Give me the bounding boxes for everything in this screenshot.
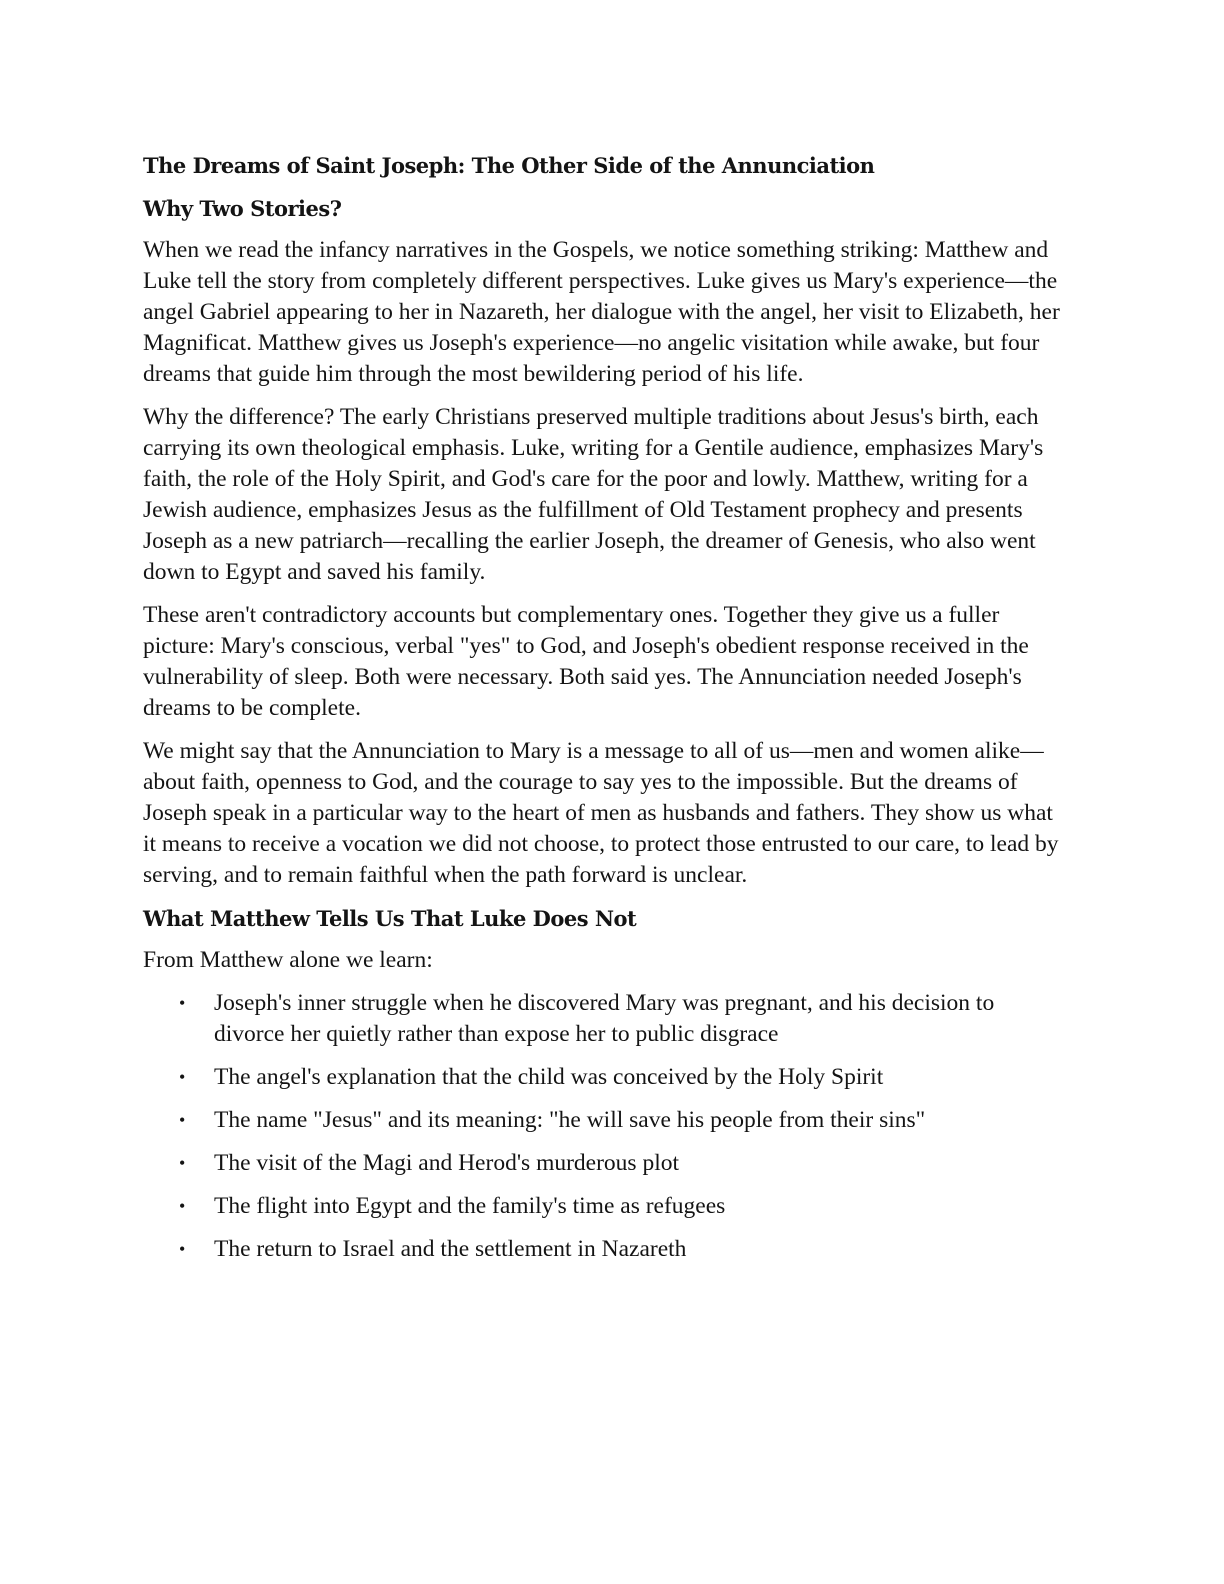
- list-item-text: Joseph's inner struggle when he discovered Mary was pregnant, and his decision to divorce her quietly rather than expose her to public disgrace: [214, 990, 995, 1047]
- paragraph: When we read the infancy narratives in the Gospels, we notice something striking: Matthew and Luke tell the story from completely different perspectives. Luke gives us Mary's experience—the angel Gabriel appearing to her in Nazareth, her dialogue with the angel, her visit to Elizabeth, her Magnificat. Matthew gives us Joseph's experience—no angelic visitation while awake, but four dreams that guide him through the most bewildering period of his life.: [143, 237, 1060, 387]
- list-item-text: The return to Israel and the settlement in Nazareth: [214, 1236, 687, 1262]
- paragraph: Why the difference? The early Christians preserved multiple traditions about Jesus's birth, each carrying its own theological emphasis. Luke, writing for a Gentile audience, emphasizes Mary's faith, the role of the Holy Spirit, and God's care for the poor and lowly. Matthew, writing for a Jewish audience, emphasizes Jesus as the fulfillment of Old Testament prophecy and presents Joseph as a new patriarch—recalling the earlier Joseph, the dreamer of Genesis, who also went down to Egypt and saved his family.: [143, 404, 1044, 585]
- section-heading: What Matthew Tells Us That Luke Does Not: [143, 906, 637, 931]
- paragraph: We might say that the Annunciation to Mary is a message to all of us—men and women alike—about faith, openness to God, and the courage to say yes to the impossible. But the dreams of Joseph speak in a particular way to the heart of men as husbands and fathers. They show us what it means to receive a vocation we did not choose, to protect those entrusted to our care, to lead by serving, and to remain faithful when the path forward is unclear.: [143, 738, 1059, 888]
- paragraph: These aren't contradictory accounts but complementary ones. Together they give us a fuller picture: Mary's conscious, verbal "yes" to God, and Joseph's obedient response received in the vulnerability of sleep. Both were necessary. Both said yes. The Annunciation needed Joseph's dreams to be complete.: [143, 602, 1029, 721]
- bullet-icon: •: [179, 1239, 186, 1259]
- section-heading: Why Two Stories?: [143, 196, 342, 221]
- bullet-icon: •: [179, 993, 186, 1013]
- list-item: [143, 1191, 1068, 1222]
- document-title: The Dreams of Saint Joseph: The Other Side of the Annunciation: [143, 153, 875, 178]
- bullet-icon: •: [179, 1153, 186, 1173]
- list-item: [143, 1234, 1068, 1265]
- list-item: [143, 1148, 1068, 1179]
- list-item-text: The visit of the Magi and Herod's murderous plot: [214, 1150, 680, 1176]
- list-item-text: The angel's explanation that the child was conceived by the Holy Spirit: [214, 1064, 884, 1090]
- list-item-text: The flight into Egypt and the family's time as refugees: [214, 1193, 726, 1219]
- list-item: [143, 1105, 1068, 1136]
- document-page: [143, 150, 1068, 1277]
- bullet-icon: •: [179, 1196, 186, 1216]
- list-item: [143, 988, 1068, 1050]
- list-intro: From Matthew alone we learn:: [143, 947, 433, 973]
- bullet-icon: •: [179, 1067, 186, 1087]
- list-item: [143, 1062, 1068, 1093]
- bullet-icon: •: [179, 1110, 186, 1130]
- list-item-text: The name "Jesus" and its meaning: "he will save his people from their sins": [214, 1107, 926, 1133]
- bullet-list: [143, 988, 1068, 1265]
